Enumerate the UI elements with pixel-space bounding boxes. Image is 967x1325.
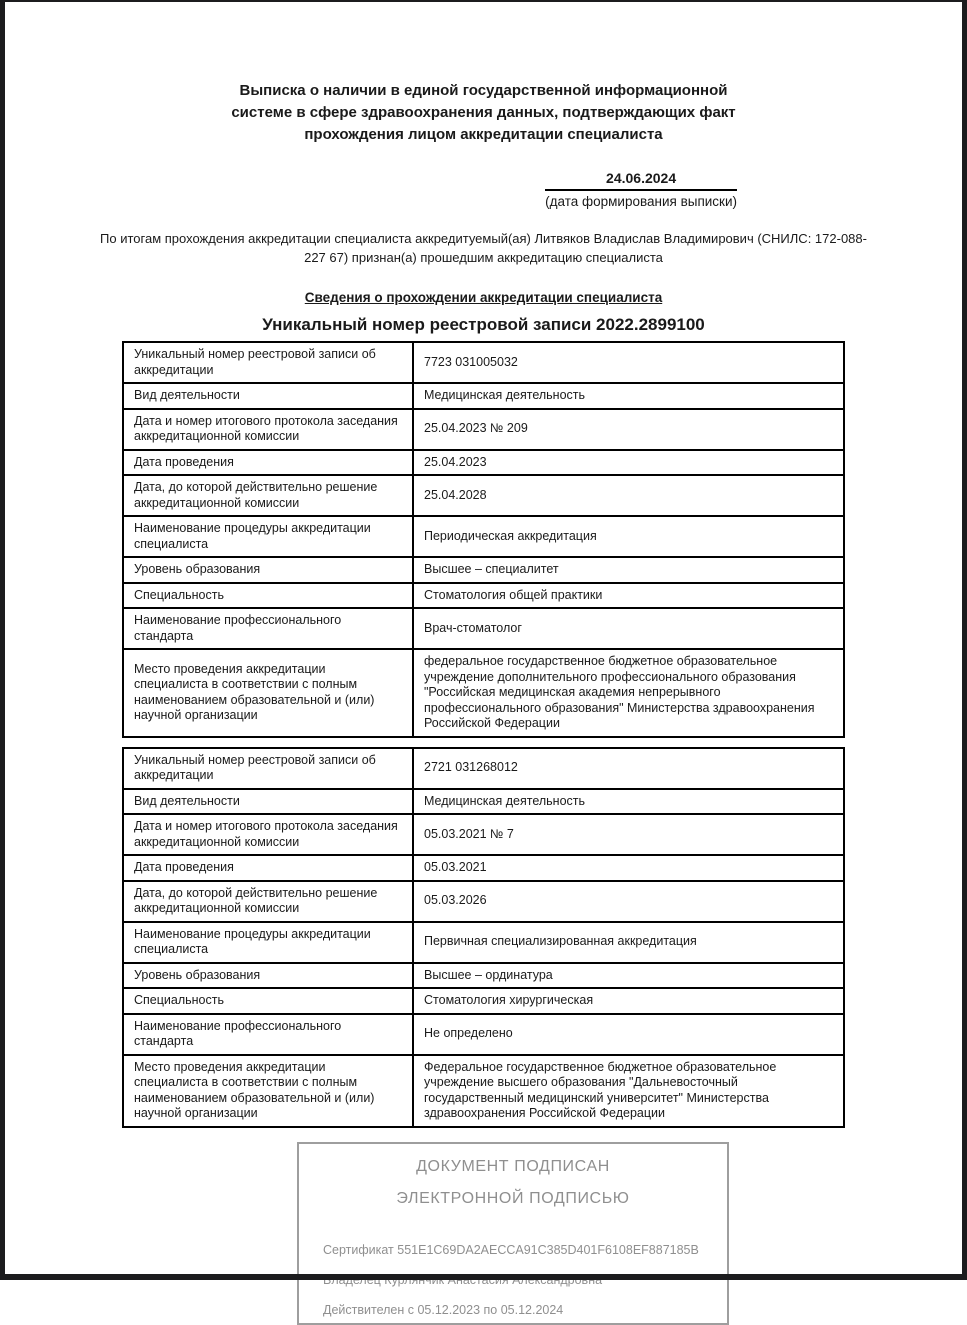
row-value: Стоматология хирургическая bbox=[413, 988, 844, 1014]
row-label: Специальность bbox=[123, 583, 413, 609]
table-row bbox=[123, 814, 844, 855]
row-label: Дата и номер итогового протокола заседания аккредитационной комиссии bbox=[123, 814, 413, 855]
row-label: Уникальный номер реестровой записи об аккредитации bbox=[123, 342, 413, 383]
table-row bbox=[123, 649, 844, 737]
table-row bbox=[123, 748, 844, 789]
row-value: 25.04.2023 № 209 bbox=[413, 409, 844, 450]
table-row bbox=[123, 342, 844, 383]
row-value: 2721 031268012 bbox=[413, 748, 844, 789]
document-title-line2: системе в сфере здравоохранения данных, подтверждающих факт bbox=[231, 104, 736, 121]
signature-heading-line1: ДОКУМЕНТ ПОДПИСАН bbox=[416, 1157, 610, 1175]
row-label: Уровень образования bbox=[123, 557, 413, 583]
row-value: Высшее – специалитет bbox=[413, 557, 844, 583]
row-label: Вид деятельности bbox=[123, 789, 413, 815]
row-value: федеральное государственное бюджетное образовательное учреждение дополнительного профессионального образования "Российская медицинская академия непрерывного профессионального образования" Министерства здравоохранения Российской Федерации bbox=[413, 649, 844, 737]
intro-paragraph bbox=[0, 229, 967, 267]
table-row bbox=[123, 922, 844, 963]
accreditation-table-1 bbox=[122, 341, 845, 738]
row-value: 25.04.2023 bbox=[413, 450, 844, 476]
table-row bbox=[123, 450, 844, 476]
table-row bbox=[123, 608, 844, 649]
row-label: Уровень образования bbox=[123, 963, 413, 989]
row-label: Дата проведения bbox=[123, 855, 413, 881]
formation-date-caption: (дата формирования выписки) bbox=[545, 194, 737, 209]
row-value: 25.04.2028 bbox=[413, 475, 844, 516]
row-value: Федеральное государственное бюджетное образовательное учреждение высшего образования "Дальневосточный государственный медицинский университет" Министерства здравоохранения Российской Федерации bbox=[413, 1055, 844, 1127]
intro-line1: По итогам прохождения аккредитации специалиста аккредитуемый(ая) Литвяков Владислав Владимирович (СНИЛС: 172-088- bbox=[100, 231, 867, 246]
row-value: 7723 031005032 bbox=[413, 342, 844, 383]
table-row bbox=[123, 383, 844, 409]
row-label: Дата, до которой действительно решение аккредитационной комиссии bbox=[123, 475, 413, 516]
document-title-line3: прохождения лицом аккредитации специалиста bbox=[304, 126, 663, 143]
table-row bbox=[123, 557, 844, 583]
row-value: Не определено bbox=[413, 1014, 844, 1055]
document-title bbox=[0, 0, 967, 146]
row-value: 05.03.2021 bbox=[413, 855, 844, 881]
row-label: Наименование процедуры аккредитации специалиста bbox=[123, 516, 413, 557]
signature-validity: Действителен с 05.12.2023 по 05.12.2024 bbox=[323, 1302, 564, 1317]
table-row bbox=[123, 516, 844, 557]
table-row bbox=[123, 1055, 844, 1127]
accreditation-table-2 bbox=[122, 747, 845, 1128]
table-row bbox=[123, 963, 844, 989]
signature-certificate: Сертификат 551E1C69DA2AECCA91C385D401F6108EF887185B bbox=[323, 1242, 699, 1257]
row-label: Дата, до которой действительно решение аккредитационной комиссии bbox=[123, 881, 413, 922]
row-value: Периодическая аккредитация bbox=[413, 516, 844, 557]
row-value: 05.03.2021 № 7 bbox=[413, 814, 844, 855]
row-value: Стоматология общей практики bbox=[413, 583, 844, 609]
row-value: Первичная специализированная аккредитация bbox=[413, 922, 844, 963]
document-title-line1: Выписка о наличии в единой государственной информационной bbox=[239, 82, 728, 99]
row-label: Наименование профессионального стандарта bbox=[123, 1014, 413, 1055]
table-row bbox=[123, 881, 844, 922]
intro-line2: 227 67) признан(а) прошедшим аккредитацию специалиста bbox=[304, 250, 663, 265]
formation-date-block bbox=[545, 170, 737, 209]
table-row bbox=[123, 409, 844, 450]
row-label: Специальность bbox=[123, 988, 413, 1014]
table-row bbox=[123, 855, 844, 881]
row-label: Вид деятельности bbox=[123, 383, 413, 409]
row-label: Наименование процедуры аккредитации специалиста bbox=[123, 922, 413, 963]
row-value: Врач-стоматолог bbox=[413, 608, 844, 649]
row-label: Дата проведения bbox=[123, 450, 413, 476]
signature-heading-line2: ЭЛЕКТРОННОЙ ПОДПИСЬЮ bbox=[396, 1189, 630, 1207]
electronic-signature-stamp bbox=[297, 1142, 729, 1325]
table-row bbox=[123, 789, 844, 815]
row-label: Дата и номер итогового протокола заседания аккредитационной комиссии bbox=[123, 409, 413, 450]
row-label: Место проведения аккредитации специалиста в соответствии с полным наименованием образовательной и (или) научной организации bbox=[123, 1055, 413, 1127]
row-value: Медицинская деятельность bbox=[413, 383, 844, 409]
row-value: Высшее – ординатура bbox=[413, 963, 844, 989]
row-label: Уникальный номер реестровой записи об аккредитации bbox=[123, 748, 413, 789]
table-row bbox=[123, 1014, 844, 1055]
registry-number-heading: Уникальный номер реестровой записи 2022.2899100 bbox=[262, 315, 705, 334]
row-value: 05.03.2026 bbox=[413, 881, 844, 922]
row-label: Место проведения аккредитации специалиста в соответствии с полным наименованием образовательной и (или) научной организации bbox=[123, 649, 413, 737]
row-label: Наименование профессионального стандарта bbox=[123, 608, 413, 649]
formation-date: 24.06.2024 bbox=[545, 170, 737, 191]
signature-owner: Владелец Курлянчик Анастасия Александровна bbox=[323, 1272, 603, 1287]
section-heading: Сведения о прохождении аккредитации специалиста bbox=[304, 290, 663, 305]
row-value: Медицинская деятельность bbox=[413, 789, 844, 815]
table-row bbox=[123, 475, 844, 516]
table-row bbox=[123, 988, 844, 1014]
table-row bbox=[123, 583, 844, 609]
